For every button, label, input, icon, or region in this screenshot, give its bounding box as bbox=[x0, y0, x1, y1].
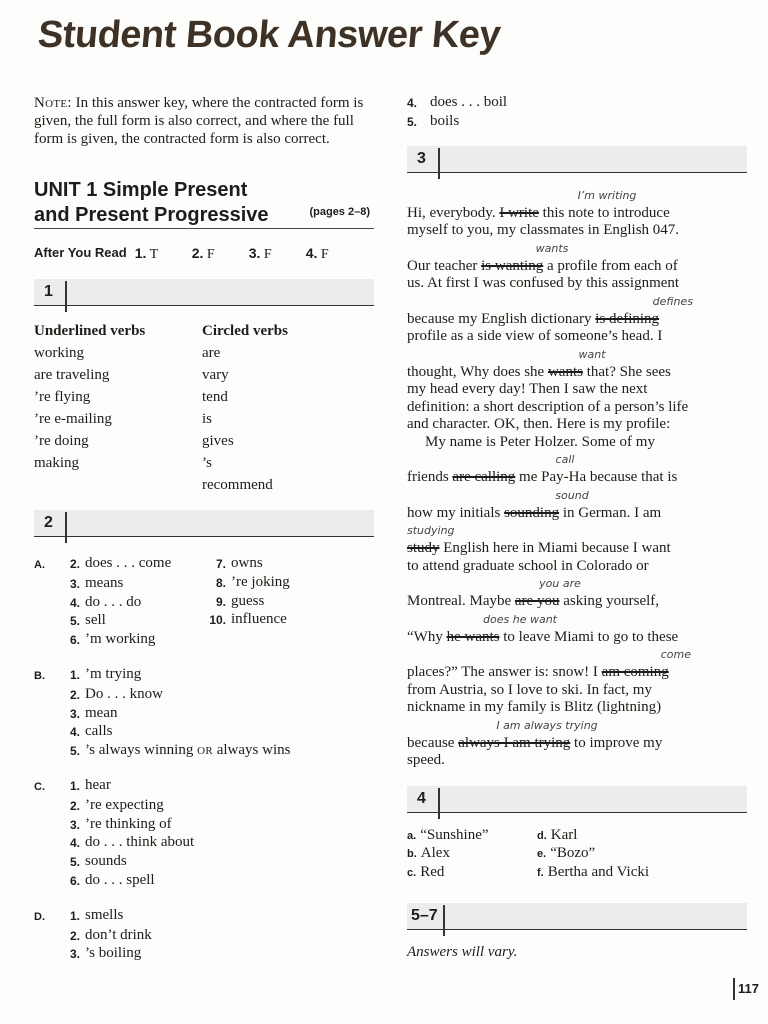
correction: studying bbox=[407, 524, 455, 538]
passage-line: study English here in Miami because I want bbox=[407, 540, 671, 557]
passage-line: places?” The answer is: snow! I am coming bbox=[407, 664, 669, 681]
section-number: 3 bbox=[417, 149, 426, 167]
correction: want bbox=[578, 347, 606, 361]
correction: sound bbox=[555, 488, 589, 502]
answer-row: 4. do . . . do bbox=[69, 593, 142, 610]
verb-item: ’re e-mailing bbox=[34, 411, 112, 427]
answer-row: D. 1. smells bbox=[34, 906, 124, 923]
answer-row: 2. don’t drink bbox=[69, 926, 152, 943]
passage-line: nickname in my family is Blitz (lightning) bbox=[407, 699, 662, 716]
answer-row: 4. does . . . boil bbox=[407, 94, 508, 110]
ayr-item: 2. F bbox=[191, 245, 215, 262]
section-4-answers bbox=[407, 827, 747, 883]
answer-row: d. Karl bbox=[537, 826, 578, 843]
answer-row: 5. ’s always winning or always wins bbox=[69, 742, 291, 759]
passage-line: “Why he wants to leave Miami to go to these bbox=[407, 628, 679, 645]
correction: wants bbox=[535, 241, 569, 255]
verb-item: ’s bbox=[202, 455, 213, 471]
passage-line: because always I am trying to improve my bbox=[407, 734, 663, 751]
passage-line: thought, Why does she wants that? She sees bbox=[407, 363, 671, 380]
correction: does he want bbox=[483, 612, 557, 626]
answer-row: 5. boils bbox=[407, 112, 460, 129]
answer-row: a. “Sunshine” bbox=[407, 826, 489, 843]
passage-line: profile as a side view of someone’s head. I bbox=[407, 328, 663, 345]
answer-row: 6. do . . . spell bbox=[69, 871, 155, 888]
section-number: 4 bbox=[417, 789, 426, 807]
answer-row: 4. calls bbox=[69, 723, 113, 740]
section-2-header bbox=[34, 510, 374, 537]
answer-row: B. 1. ’m trying bbox=[34, 665, 142, 682]
answer-row: b. Alex bbox=[407, 845, 450, 862]
verb-item: are bbox=[202, 345, 221, 361]
unit-title-line2: and Present Progressive bbox=[34, 204, 269, 226]
circled-verbs-header: Circled verbs bbox=[202, 323, 288, 339]
section-5-7-header bbox=[407, 903, 747, 930]
exercise-d bbox=[34, 907, 374, 964]
passage-line: from Austria, so I love to ski. In fact, my bbox=[407, 681, 652, 698]
underlined-verbs-header: Underlined verbs bbox=[34, 323, 146, 339]
answer-row: 5. sell bbox=[69, 612, 106, 629]
verb-item: recommend bbox=[202, 477, 273, 493]
exercise-a-col2 bbox=[208, 555, 290, 630]
answer-row: 4. do . . . think about bbox=[69, 834, 195, 851]
answer-row: C. 1. hear bbox=[34, 776, 111, 793]
section-number: 5–7 bbox=[411, 906, 438, 924]
passage-line: friends are calling me Pay-Ha because that is bbox=[407, 469, 678, 486]
correction: I’m writing bbox=[577, 188, 637, 202]
after-you-read-label: After You Read bbox=[34, 245, 127, 260]
passage-line: because my English dictionary is defining bbox=[407, 310, 660, 327]
answer-row: f. Bertha and Vicki bbox=[537, 864, 650, 881]
left-column bbox=[34, 94, 374, 980]
answer-row: 6. ’m working bbox=[69, 631, 156, 648]
section-number: 1 bbox=[44, 283, 53, 300]
note-label: Note: bbox=[34, 95, 72, 111]
right-column bbox=[407, 94, 747, 961]
answer-row: e. “Bozo” bbox=[537, 845, 596, 862]
unit-heading bbox=[34, 178, 374, 228]
exercise-a bbox=[34, 555, 374, 650]
passage-line: how my initials sounding in German. I am bbox=[407, 504, 662, 521]
answer-row: 3. means bbox=[69, 574, 124, 591]
answer-row: 3. mean bbox=[69, 704, 118, 721]
correction: you are bbox=[539, 577, 581, 591]
page-title: Student Book Answer Key bbox=[36, 14, 503, 56]
passage-line: my head every day! Then I saw the next bbox=[407, 381, 648, 398]
answer-row: 7. owns bbox=[215, 555, 263, 571]
answer-row: A. 2. does . . . come bbox=[34, 555, 172, 571]
continued-answers bbox=[407, 94, 747, 132]
section-number: 2 bbox=[44, 514, 53, 531]
answers-will-vary: Answers will vary. bbox=[407, 943, 518, 960]
correction: I am always trying bbox=[496, 718, 598, 732]
passage-line: speed. bbox=[407, 752, 445, 769]
after-you-read bbox=[34, 245, 374, 263]
ayr-item: 1. T bbox=[134, 245, 159, 262]
answer-row: 8. ’re joking bbox=[215, 573, 290, 590]
correction: call bbox=[555, 453, 575, 467]
verb-item: ’re doing bbox=[34, 433, 89, 449]
verb-item: vary bbox=[202, 367, 229, 383]
passage-line: and character. OK, then. Here is my profile: bbox=[407, 416, 671, 433]
section-1-header bbox=[34, 279, 374, 306]
passage-line: definition: a short description of a person’s life bbox=[407, 398, 689, 415]
correction: come bbox=[660, 648, 691, 662]
circled-verbs-column bbox=[202, 320, 288, 496]
passage-line: to attend graduate school in Colorado or bbox=[407, 557, 649, 574]
passage-line: myself to you, my classmates in English 047. bbox=[407, 222, 680, 239]
passage-line: us. At first I was confused by this assignment bbox=[407, 275, 680, 292]
answer-row: c. Red bbox=[407, 864, 445, 881]
section-4-col1 bbox=[407, 827, 537, 883]
verb-item: ’re flying bbox=[34, 389, 91, 405]
unit-title-line1: UNIT 1 Simple Present bbox=[34, 179, 248, 201]
answer-row: 2. Do . . . know bbox=[69, 685, 163, 702]
verb-item: making bbox=[34, 455, 79, 471]
answer-row: 10. influence bbox=[209, 611, 287, 628]
passage-line: Hi, everybody. I write this note to introduce bbox=[407, 204, 670, 221]
unit-rule bbox=[34, 228, 374, 229]
correction: defines bbox=[652, 294, 693, 308]
passage-line: My name is Peter Holzer. Some of my bbox=[425, 433, 655, 450]
answer-row: 3. ’re thinking of bbox=[69, 815, 172, 832]
section-1-verbs bbox=[34, 320, 374, 496]
passage-line: Montreal. Maybe are you asking yourself, bbox=[407, 593, 660, 610]
exercise-b bbox=[34, 666, 374, 761]
verb-item: gives bbox=[202, 433, 234, 449]
underlined-verbs-column bbox=[34, 320, 202, 496]
section-3-header bbox=[407, 146, 747, 173]
answer-row: 9. guess bbox=[215, 592, 265, 609]
answer-row: 2. ’re expecting bbox=[69, 796, 164, 813]
section-4-header bbox=[407, 786, 747, 813]
note-text: In this answer key, where the contracted form is given, the full form is also correct, and where the full form is given, the contracted form is also correct. bbox=[34, 95, 364, 147]
note-paragraph bbox=[34, 94, 374, 148]
passage-line: Our teacher is wanting a profile from each of bbox=[407, 257, 678, 274]
answer-row: 3. ’s boiling bbox=[69, 945, 142, 962]
section-3-passage bbox=[407, 187, 747, 770]
page-number: 117 bbox=[733, 978, 768, 1000]
answer-row: 5. sounds bbox=[69, 853, 127, 870]
ayr-item: 3. F bbox=[248, 245, 272, 262]
verb-item: are traveling bbox=[34, 367, 110, 383]
verb-item: tend bbox=[202, 389, 228, 405]
unit-pages: (pages 2–8) bbox=[309, 206, 370, 218]
ayr-item: 4. F bbox=[305, 245, 329, 262]
verb-item: is bbox=[202, 411, 213, 427]
section-4-col2 bbox=[537, 827, 649, 883]
verb-item: working bbox=[34, 345, 84, 361]
exercise-c bbox=[34, 777, 374, 891]
